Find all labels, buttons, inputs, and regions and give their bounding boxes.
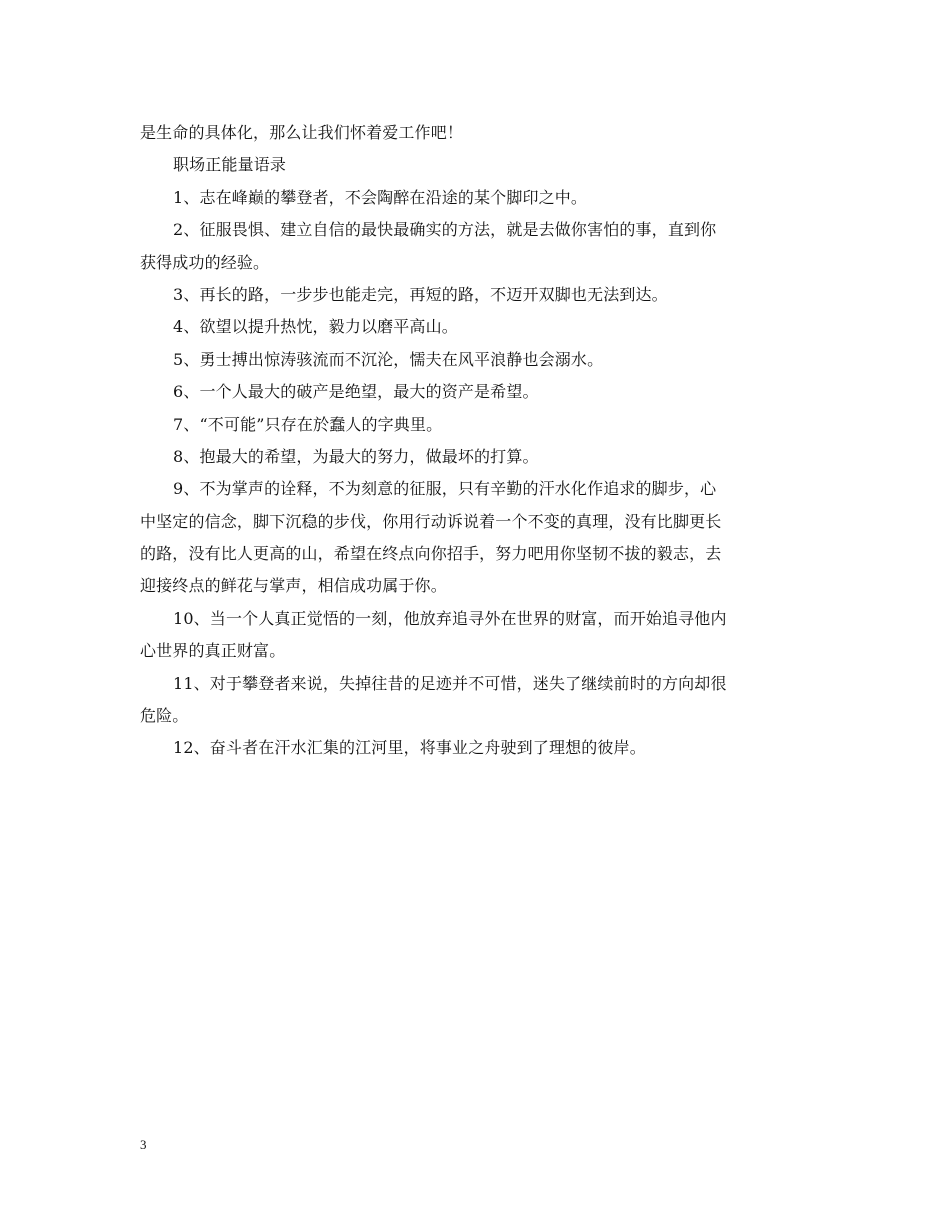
quote-9-continued: 的路，没有比人更高的山，希望在终点向你招手，努力吧用你坚韧不拔的毅志，去 xyxy=(140,544,722,564)
document-body xyxy=(140,117,812,765)
quote-9-continued: 中坚定的信念，脚下沉稳的步伐，你用行动诉说着一个不变的真理，没有比脚更长 xyxy=(140,511,722,531)
quote-9: 9、不为掌声的诠释，不为刻意的征服，只有辛勤的汗水化作追求的脚步，心 xyxy=(173,479,717,499)
quote-6: 6、一个人最大的破产是绝望，最大的资产是希望。 xyxy=(173,382,539,402)
quote-8: 8、抱最大的希望，为最大的努力，做最坏的打算。 xyxy=(173,446,539,466)
quote-1: 1、志在峰巅的攀登者，不会陶醉在沿途的某个脚印之中。 xyxy=(173,187,588,207)
page-number: 3 xyxy=(140,1137,147,1152)
quote-7: 7、“不可能”只存在於蠢人的字典里。 xyxy=(173,414,443,434)
section-heading: 职场正能量语录 xyxy=(173,155,287,175)
quote-10: 10、当一个人真正觉悟的一刻，他放弃追寻外在世界的财富，而开始追寻他内 xyxy=(173,608,727,628)
quote-12: 12、奋斗者在汗水汇集的江河里，将事业之舟驶到了理想的彼岸。 xyxy=(173,738,646,758)
quote-2: 2、征服畏惧、建立自信的最快最确实的方法，就是去做你害怕的事，直到你 xyxy=(173,220,717,240)
quote-11-continued: 危险。 xyxy=(140,706,189,726)
quote-2-continued: 获得成功的经验。 xyxy=(140,252,270,272)
quote-10-continued: 心世界的真正财富。 xyxy=(140,641,286,661)
quote-5: 5、勇士搏出惊涛骇流而不沉沦，懦夫在风平浪静也会溺水。 xyxy=(173,349,604,369)
paragraph-line: 是生命的具体化，那么让我们怀着爱工作吧！ xyxy=(140,123,464,142)
quote-9-continued: 迎接终点的鲜花与掌声，相信成功属于你。 xyxy=(140,576,447,596)
quote-11: 11、对于攀登者来说，失掉往昔的足迹并不可惜，迷失了继续前时的方向却很 xyxy=(173,673,727,693)
quote-4: 4、欲望以提升热忱，毅力以磨平高山。 xyxy=(173,317,458,337)
quote-3: 3、再长的路，一步步也能走完，再短的路，不迈开双脚也无法到达。 xyxy=(173,284,668,304)
